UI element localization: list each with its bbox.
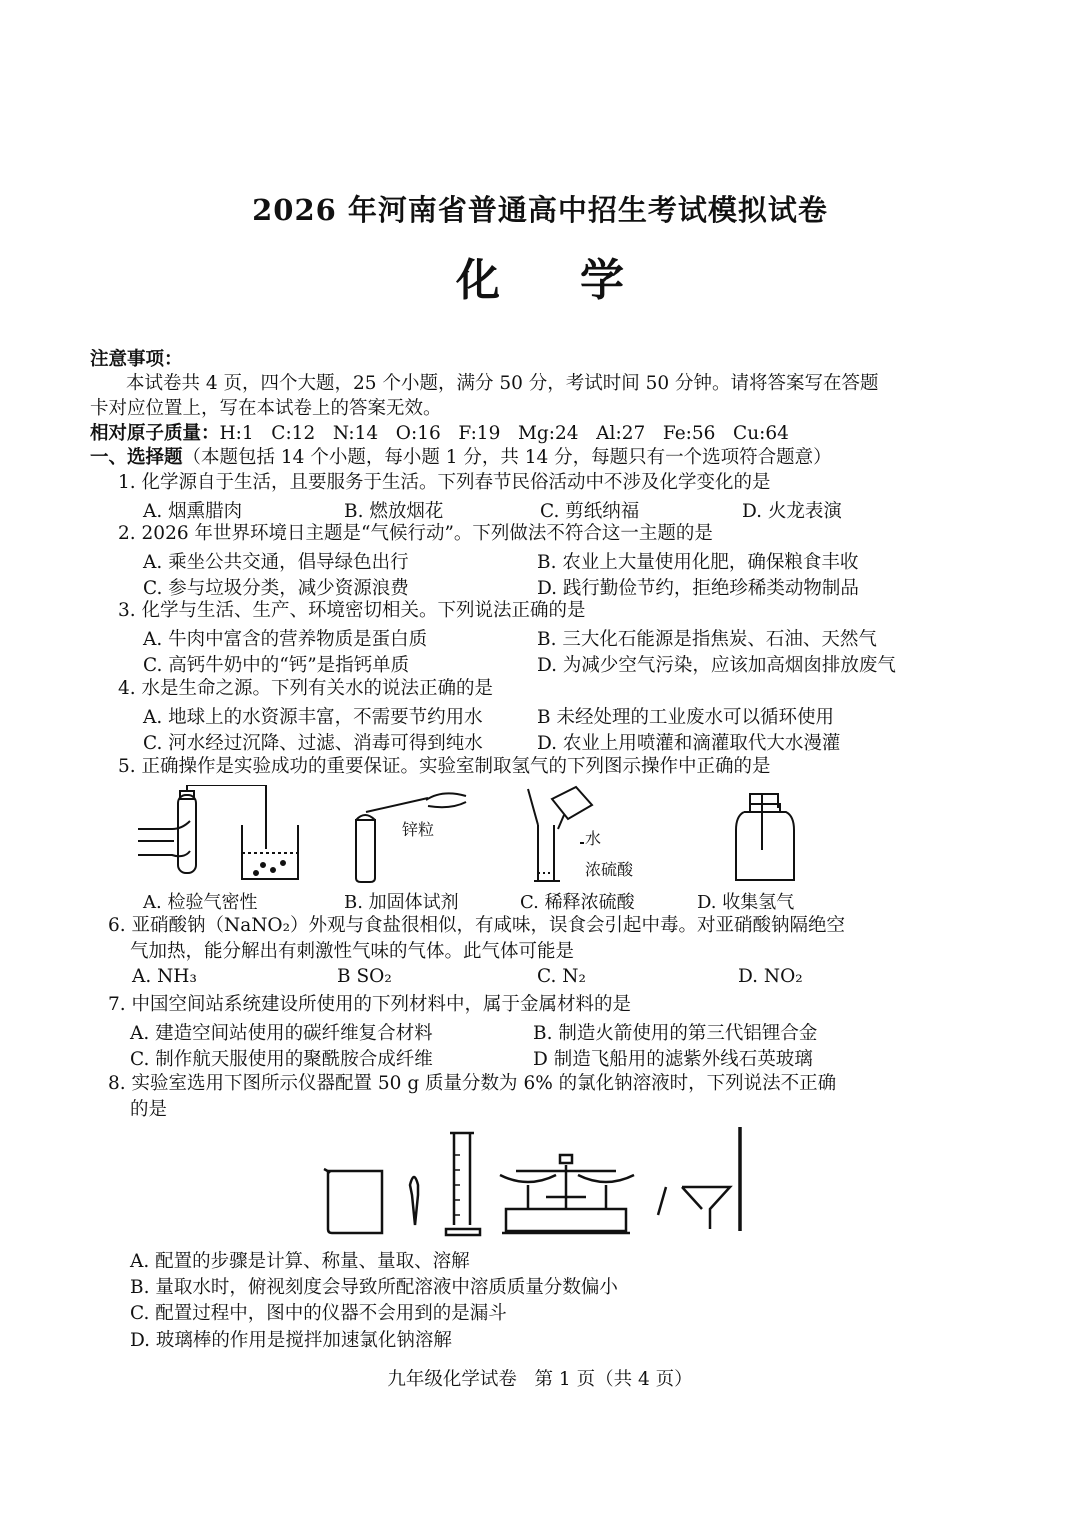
q2-option-c: C. 参与垃圾分类，减少资源浪费 [143,578,409,599]
q5-figure-a [138,785,308,885]
q2-stem: 2. 2026 年世界环境日主题是“气候行动”。下列做法不符合这一主题的是 [118,523,713,544]
q7-stem: 7. 中国空间站系统建设所使用的下列材料中，属于金属材料的是 [108,994,632,1015]
q1-stem: 1. 化学源自于生活，且要服务于生活。下列春节民俗活动中不涉及化学变化的是 [118,472,771,493]
q8-stem-line-2: 的是 [130,1099,168,1120]
atomic-mass-line [90,421,789,447]
q5-figure-d [728,790,808,885]
q1-option-a: A. 烟熏腊肉 [143,501,243,522]
q5-label-acid: 浓硫酸 [585,860,634,879]
q8-option-c: C. 配置过程中，图中的仪器不会用到的是漏斗 [130,1303,507,1324]
q1-option-b: B. 燃放烟花 [344,501,444,522]
q4-option-d: D. 农业上用喷灌和滴灌取代大水漫灌 [537,733,841,754]
q2-option-b: B. 农业上大量使用化肥，确保粮食丰收 [537,552,859,573]
q8-instruments-figure [320,1125,760,1240]
q8-option-a: A. 配置的步骤是计算、称量、量取、溶解 [130,1251,470,1272]
q7-option-c: C. 制作航天服使用的聚酰胺合成纤维 [130,1049,433,1070]
atomic-mass-values: H:1 C:12 N:14 O:16 F:19 Mg:24 Al:27 Fe:56 Cu:64 [219,423,789,444]
q6-option-a: A. NH₃ [132,966,197,987]
q5-option-b: B. 加固体试剂 [344,892,459,913]
q6-option-b: B SO₂ [337,966,392,987]
q3-option-b: B. 三大化石能源是指焦炭、石油、天然气 [537,629,877,650]
q5-label-water: 水 [585,829,602,848]
subject-char-2: 学 [580,255,624,306]
section-heading [90,445,832,471]
q3-option-c: C. 高钙牛奶中的“钙”是指钙单质 [143,655,410,676]
q4-stem: 4. 水是生命之源。下列有关水的说法正确的是 [118,678,494,699]
notice-heading: 注意事项： [90,349,183,370]
q6-stem-line-1: 6. 亚硝酸钠（NaNO₂）外观与食盐很相似，有咸味，误食会引起中毒。对亚硝酸钠隔绝空 [108,915,846,936]
q5-option-d: D. 收集氢气 [697,892,795,913]
q5-stem: 5. 正确操作是实验成功的重要保证。实验室制取氢气的下列图示操作中正确的是 [118,756,771,777]
subject-title [0,244,1080,308]
q3-option-a: A. 牛肉中富含的营养物质是蛋白质 [143,629,428,650]
q5-option-a: A. 检验气密性 [143,892,258,913]
q5-label-zinc: 锌粒 [402,820,435,839]
exam-title: 2026 年河南省普通高中招生考试模拟试卷 [252,193,828,227]
notice-line-1: 本试卷共 4 页，四个大题，25 个小题，满分 50 分，考试时间 50 分钟。请将答案写在答题 [126,373,879,394]
q8-stem-line-1: 8. 实验室选用下图所示仪器配置 50 g 质量分数为 6% 的氯化钠溶液时，下列说法不正确 [108,1073,837,1094]
q8-option-b: B. 量取水时，俯视刻度会导致所配溶液中溶质质量分数偏小 [130,1277,618,1298]
q1-option-c: C. 剪纸纳福 [540,501,640,522]
section-heading-desc: （本题包括 14 个小题，每小题 1 分，共 14 分，每题只有一个选项符合题意） [182,447,832,468]
q1-option-d: D. 火龙表演 [742,501,842,522]
q6-option-d: D. NO₂ [738,966,803,987]
q2-option-d: D. 践行勤俭节约，拒绝珍稀类动物制品 [537,578,859,599]
notice-line-2: 卡对应位置上，写在本试卷上的答案无效。 [90,398,442,419]
q3-option-d: D. 为减少空气污染，应该加高烟囱排放废气 [537,655,896,676]
q4-option-b: B 未经处理的工业废水可以循环使用 [537,707,834,728]
q6-option-c: C. N₂ [537,966,586,987]
q2-option-a: A. 乘坐公共交通，倡导绿色出行 [143,552,409,573]
q4-option-a: A. 地球上的水资源丰富，不需要节约用水 [143,707,483,728]
section-heading-label: 一、选择题 [90,447,183,468]
q6-stem-line-2: 气加热，能分解出有刺激性气味的气体。此气体可能是 [130,941,575,962]
subject-char-1: 化 [456,255,500,306]
q3-stem: 3. 化学与生活、生产、环境密切相关。下列说法正确的是 [118,600,586,621]
atomic-mass-label: 相对原子质量： [90,423,220,444]
page-footer: 九年级化学试卷 第 1 页（共 4 页） [387,1369,693,1390]
q5-option-c: C. 稀释浓硫酸 [520,892,635,913]
q7-option-d: D 制造飞船用的滤紫外线石英玻璃 [533,1049,813,1070]
q7-option-a: A. 建造空间站使用的碳纤维复合材料 [130,1023,433,1044]
q7-option-b: B. 制造火箭使用的第三代铝锂合金 [533,1023,818,1044]
q4-option-c: C. 河水经过沉降、过滤、消毒可得到纯水 [143,733,483,754]
q8-option-d: D. 玻璃棒的作用是搅拌加速氯化钠溶解 [130,1330,452,1351]
